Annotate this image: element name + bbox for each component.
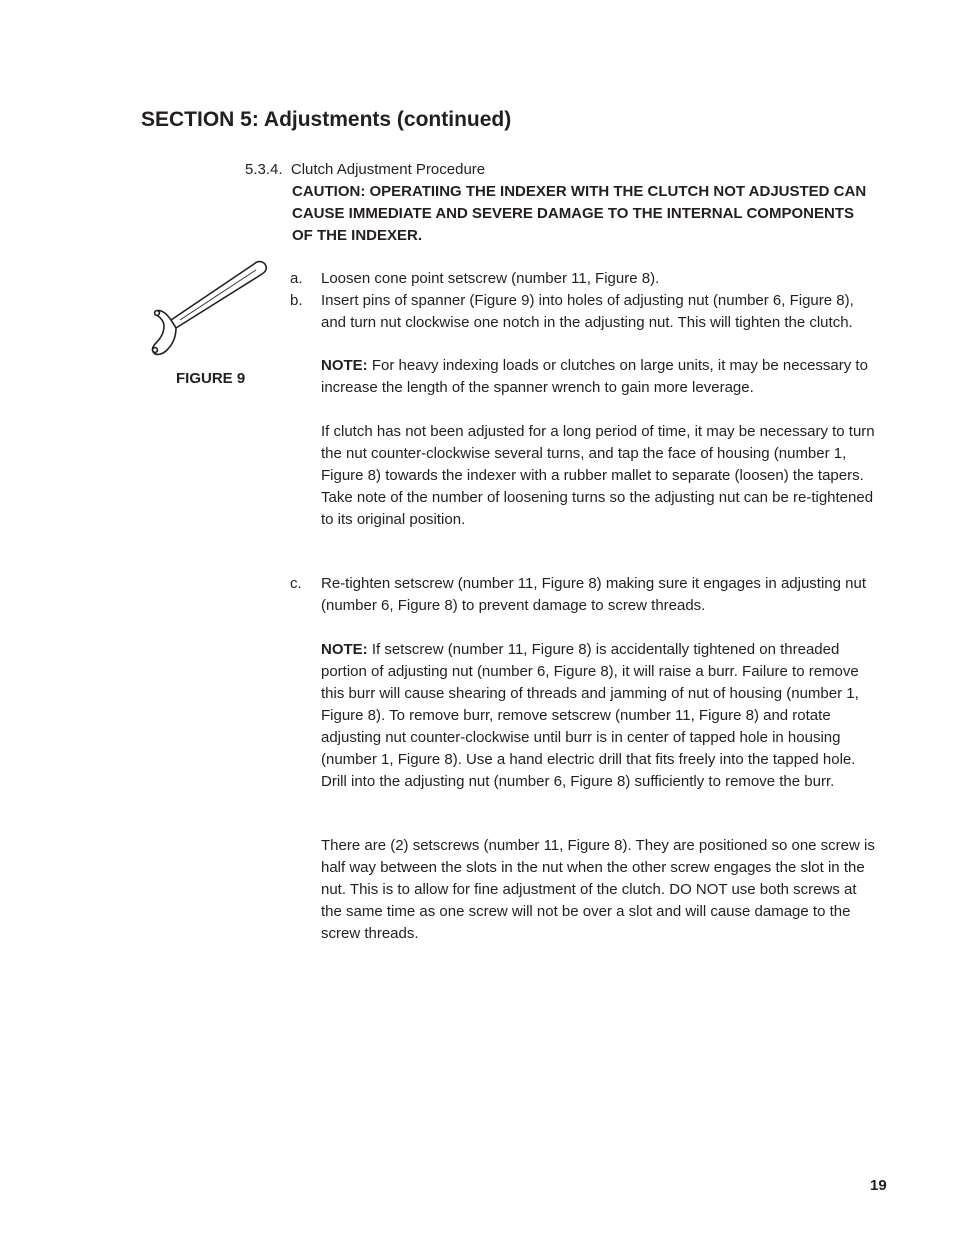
step-c-text: Re-tighten setscrew (number 11, Figure 8) making sure it engages in adjusting nut (number 6, Figure 8) to prevent damage to screw threads. (321, 575, 867, 614)
step-c-note-text: If setscrew (number 11, Figure 8) is accidentally tightened on threaded portion of adjusting nut (number 6, Figure 8), it will raise a burr. Failure to remove this burr will cause shearing of threads and jamming of nut of housing (number 1, Figure 8). To remove burr, remove setscrew (number 11, Figure 8) and rotate adjusting nut counter-clockwise until burr is in center of tapped hole in housing (number 1, Figure 8). Use a hand electric drill that fits freely into the tapped hole. Drill into the adjusting nut (number 6, Figure 8) sufficiently to remove the burr. (321, 641, 859, 790)
procedure-number: 5.3.4. (245, 161, 283, 178)
caution-notice: CAUTION: OPERATIING THE INDEXER WITH THE CLUTCH NOT ADJUSTED CAN CAUSE IMMEDIATE AND SEVERE DAMAGE TO THE INTERNAL COMPONENTS OF THE INDEXER. (292, 183, 867, 244)
procedure-title: Clutch Adjustment Procedure (290, 161, 486, 178)
step-b-note-label: NOTE: (321, 357, 368, 374)
figure-9-label: FIGURE 9 (176, 370, 246, 387)
step-a-text: Loosen cone point setscrew (number 11, Figure 8). (321, 270, 660, 287)
step-c-note-label: NOTE: (321, 641, 368, 658)
section-title: SECTION 5: Adjustments (continued) (141, 108, 512, 131)
step-c (290, 573, 875, 617)
step-b-marker: b. (290, 292, 303, 309)
step-a (290, 268, 875, 290)
step-a-marker: a. (290, 270, 303, 287)
spanner-wrench-icon (146, 258, 271, 367)
page-number: 19 (870, 1177, 887, 1194)
step-c-extra-paragraph: There are (2) setscrews (number 11, Figure 8). They are positioned so one screw is half way between the slots in the nut when the other screw engages the slot in the nut. This is to allow for fine adjustment of the clutch. DO NOT use both screws at the same time as one screw will not be over a slot and will cause damage to the screw threads. (321, 837, 875, 942)
step-b (290, 290, 875, 334)
step-b-note (321, 355, 875, 399)
step-b-text: Insert pins of spanner (Figure 9) into holes of adjusting nut (number 6, Figure 8), and turn nut clockwise one notch in the adjusting nut. This will tighten the clutch. (321, 292, 854, 331)
step-c-note (321, 639, 875, 793)
step-b-note-text: For heavy indexing loads or clutches on large units, it may be necessary to increase the length of the spanner wrench to gain more leverage. (321, 357, 868, 396)
step-c-marker: c. (290, 575, 302, 592)
procedure-heading (245, 159, 485, 181)
step-b-extra-paragraph: If clutch has not been adjusted for a long period of time, it may be necessary to turn the nut counter-clockwise several turns, and tap the face of housing (number 1, Figure 8) towards the indexer with a rubber mallet to separate (loosen) the tapers. Take note of the number of loosening turns so the adjusting nut can be re-tightened to its original position. (321, 423, 875, 528)
